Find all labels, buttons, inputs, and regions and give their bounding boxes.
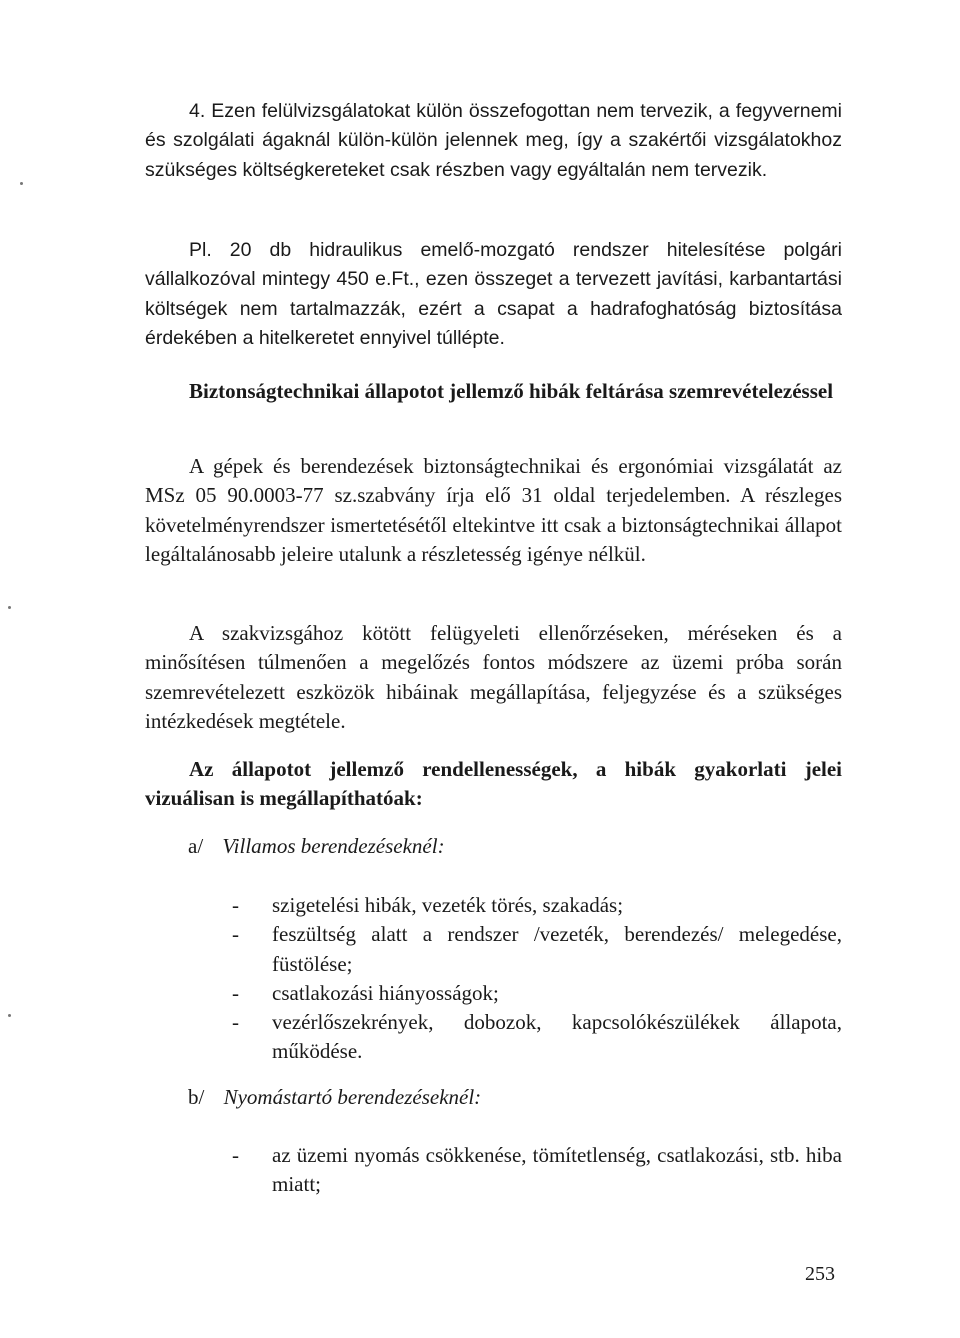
paragraph-4: 4. Ezen felülvizsgálatokat külön összefogottan nem tervezik, a fegyvernemi és szolgálati ágaknál külön-külön jelennek meg, így a szakértői vizsgálatokhoz szükséges költségkereteket csak részben vagy egyáltalán nem tervezik.: [145, 100, 842, 181]
scan-speck: [8, 606, 11, 609]
paragraph-example: Pl. 20 db hidraulikus emelő-mozgató rendszer hitelesítése polgári vállalkozóval mintegy 450 e.Ft., ezen összeget a tervezett javítási, karbantartási költségek nem tartalmazzák, ezért a csapat a hadrafoghatóság biztosítása érdekében a hitelkeretet ennyivel túllépte.: [145, 239, 842, 349]
scan-speck: [8, 1014, 11, 1017]
list-item: - szigetelési hibák, vezeték törés, szakadás;: [232, 893, 624, 917]
section-a-marker: a/: [188, 834, 204, 858]
list-item: - az üzemi nyomás csökkenése, tömítetlenség, csatlakozási, stb. hiba miatt;: [232, 1143, 842, 1197]
heading-safety-inspection: Biztonságtechnikai állapotot jellemző hibák feltárása szemrevételezéssel: [189, 379, 834, 403]
paragraph-inspection: A szakvizsgához kötött felügyeleti ellenőrzéseken, méréseken és a minősítésen túlmenően a megelőzés fontos módszere az üzemi próba során szemrevételezett eszközök hibáinak megállapítása, feljegyzése és a szükséges intézkedések megtétele.: [145, 621, 842, 733]
section-a-heading: [188, 834, 445, 859]
section-b-heading: [188, 1085, 481, 1110]
list-item: - feszültség alatt a rendszer /vezeték, berendezés/ melegedése, füstölése;: [232, 922, 842, 976]
section-b-marker: b/: [188, 1085, 205, 1109]
list-item: - vezérlőszekrények, dobozok, kapcsolókészülékek állapota, működése.: [232, 1010, 842, 1064]
section-a-list: [232, 891, 842, 1067]
section-b-title: Nyomástartó berendezéseknél:: [223, 1085, 482, 1109]
heading-visual-faults: Az állapotot jellemző rendellenességek, a hibák gyakorlati jelei vizuálisan is megállapíthatóak:: [145, 757, 842, 811]
scan-speck: [20, 182, 23, 185]
page-number: 253: [805, 1263, 835, 1285]
section-a-title: Villamos berendezéseknél:: [222, 834, 445, 858]
section-b-list: [232, 1141, 842, 1200]
list-item: - csatlakozási hiányosságok;: [232, 980, 499, 1005]
paragraph-standard: A gépek és berendezések biztonságtechnikai és ergonómiai vizsgálatát az MSz 05 90.0003-77 sz.szabvány írja elő 31 oldal terjedelemben. A részleges követelményrendszer ismertetésétől eltekintve itt csak a biztonságtechnikai állapot legáltalánosabb jeleire utalunk a részletesség igénye nélkül.: [145, 454, 842, 566]
